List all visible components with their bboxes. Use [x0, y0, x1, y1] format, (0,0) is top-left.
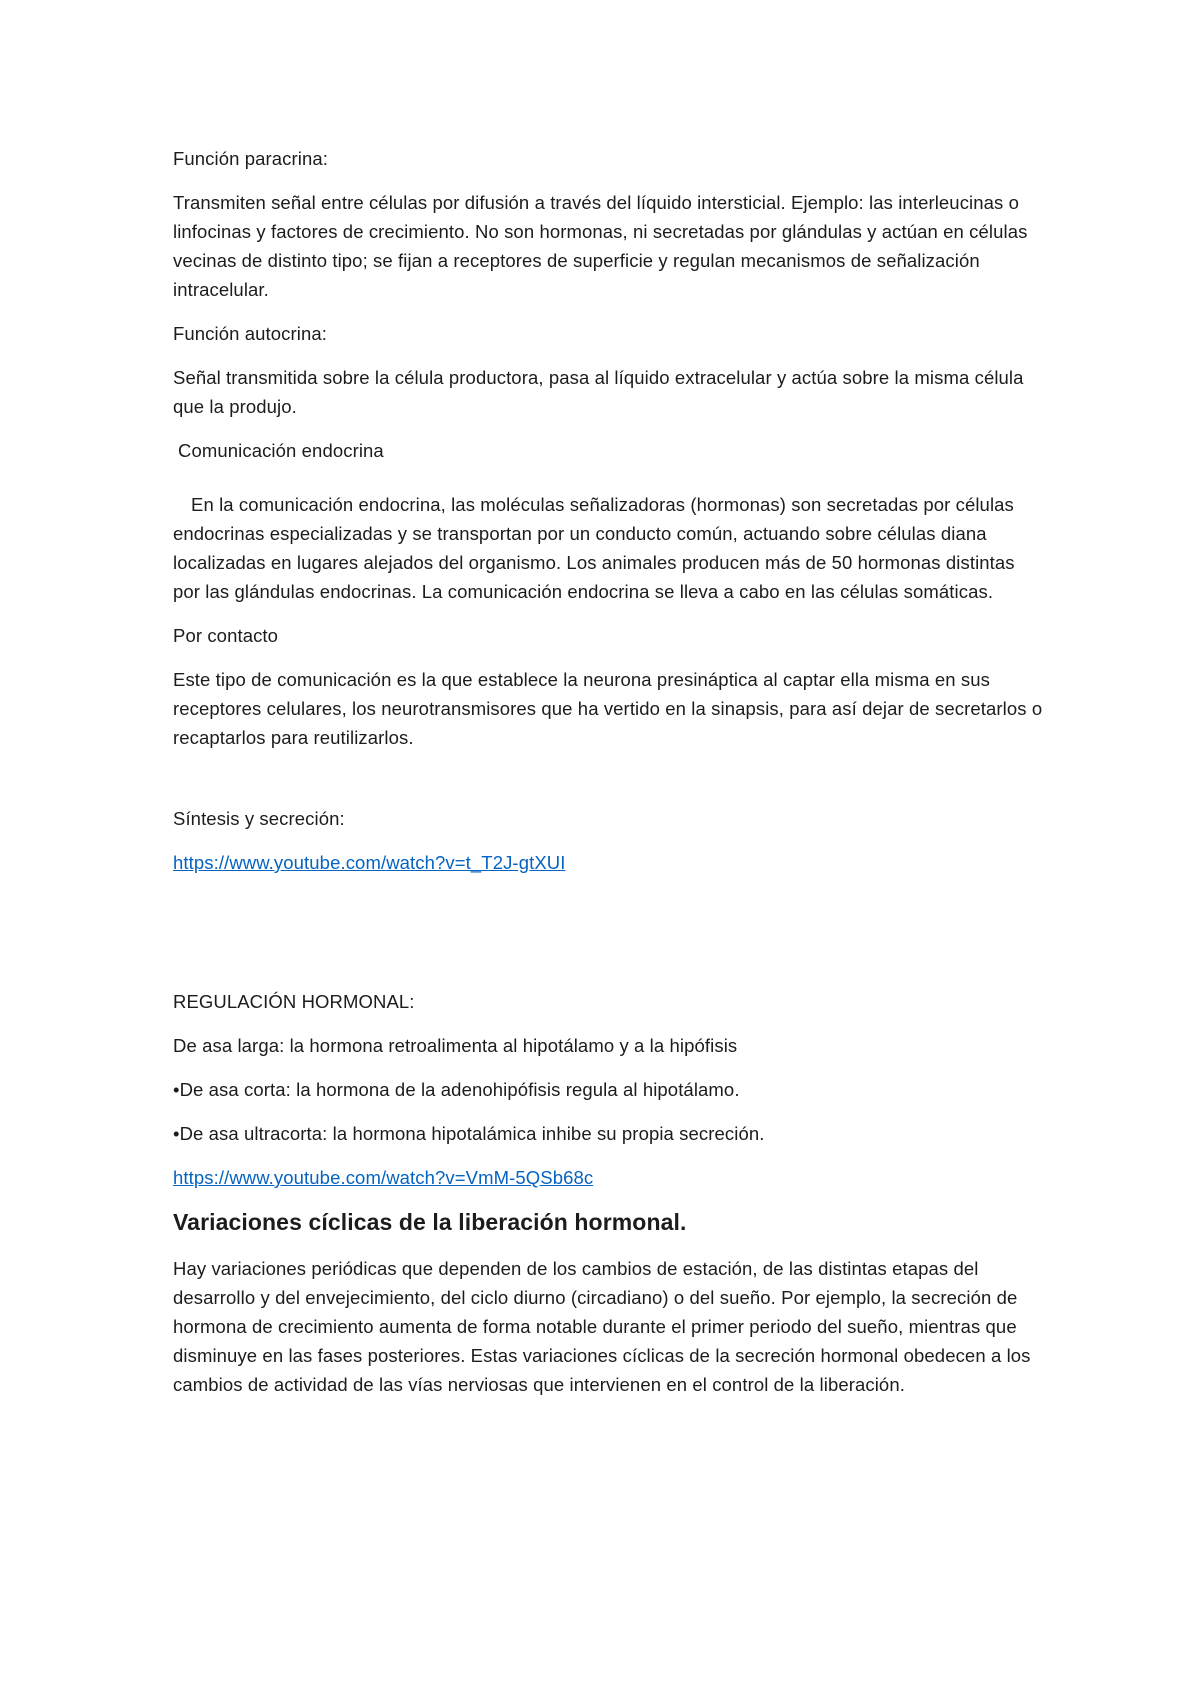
- regulation-video-link[interactable]: https://www.youtube.com/watch?v=VmM-5QSb68c: [173, 1167, 594, 1188]
- cyclic-heading: Variaciones cíclicas de la liberación hormonal.: [173, 1209, 687, 1235]
- cyclic-body: Hay variaciones periódicas que dependen de los cambios de estación, de las distintas etapas del desarrollo y del envejecimiento, del ciclo diurno (circadiano) o del sueño. Por ejemplo, la secreción de hormona de crecimiento aumenta de forma notable durante el primer periodo del sueño, mientras que disminuye en las fases posteriores. Estas variaciones cíclicas de la secreción hormonal obedecen a los cambios de actividad de las vías nerviosas que intervienen en el control de la liberación.: [173, 1258, 1031, 1395]
- synthesis-link-line: [173, 848, 1043, 877]
- autocrine-heading: Función autocrina:: [173, 323, 328, 344]
- synthesis-video-link[interactable]: https://www.youtube.com/watch?v=t_T2J-gtXUI: [173, 852, 566, 873]
- regulation-ultrashort-loop: •De asa ultracorta: la hormona hipotalámica inhibe su propia secreción.: [173, 1123, 765, 1144]
- regulation-heading: REGULACIÓN HORMONAL:: [173, 991, 415, 1012]
- contact-body: Este tipo de comunicación es la que establece la neurona presináptica al captar ella misma en sus receptores celulares, los neurotransmisores que ha vertido en la sinapsis, para así dejar de secretarlos o recaptarlos para reutilizarlos.: [173, 669, 1043, 748]
- spacer: [173, 767, 1043, 804]
- regulation-long-loop: De asa larga: la hormona retroalimenta al hipotálamo y a la hipófisis: [173, 1035, 738, 1056]
- synthesis-heading: Síntesis y secreción:: [173, 808, 345, 829]
- endocrine-body-text: En la comunicación endocrina, las moléculas señalizadoras (hormonas) son secretadas por células endocrinas especializadas y se transportan por un conducto común, actuando sobre células diana localizadas en lugares alejados del organismo. Los animales producen más de 50 hormonas distintas por las glándulas endocrinas. La comunicación endocrina se lleva a cabo en las células somáticas.: [173, 494, 1015, 602]
- paracrine-body: Transmiten señal entre células por difusión a través del líquido intersticial. Ejemplo: las interleucinas o linfocinas y factores de crecimiento. No son hormonas, ni secretadas por glándulas y actúan en células vecinas de distinto tipo; se fijan a receptores de superficie y regulan mecanismos de señalización intracelular.: [173, 192, 1028, 300]
- spacer: [173, 892, 1043, 987]
- endocrine-body: [173, 490, 1043, 606]
- endocrine-heading: Comunicación endocrina: [178, 440, 384, 461]
- document-content: [173, 144, 1043, 1414]
- paracrine-heading: Función paracrina:: [173, 148, 329, 169]
- regulation-short-loop: •De asa corta: la hormona de la adenohipófisis regula al hipotálamo.: [173, 1079, 740, 1100]
- contact-heading: Por contacto: [173, 625, 279, 646]
- autocrine-body: Señal transmitida sobre la célula productora, pasa al líquido extracelular y actúa sobre la misma célula que la produjo.: [173, 367, 1024, 417]
- regulation-link-line: [173, 1163, 1043, 1192]
